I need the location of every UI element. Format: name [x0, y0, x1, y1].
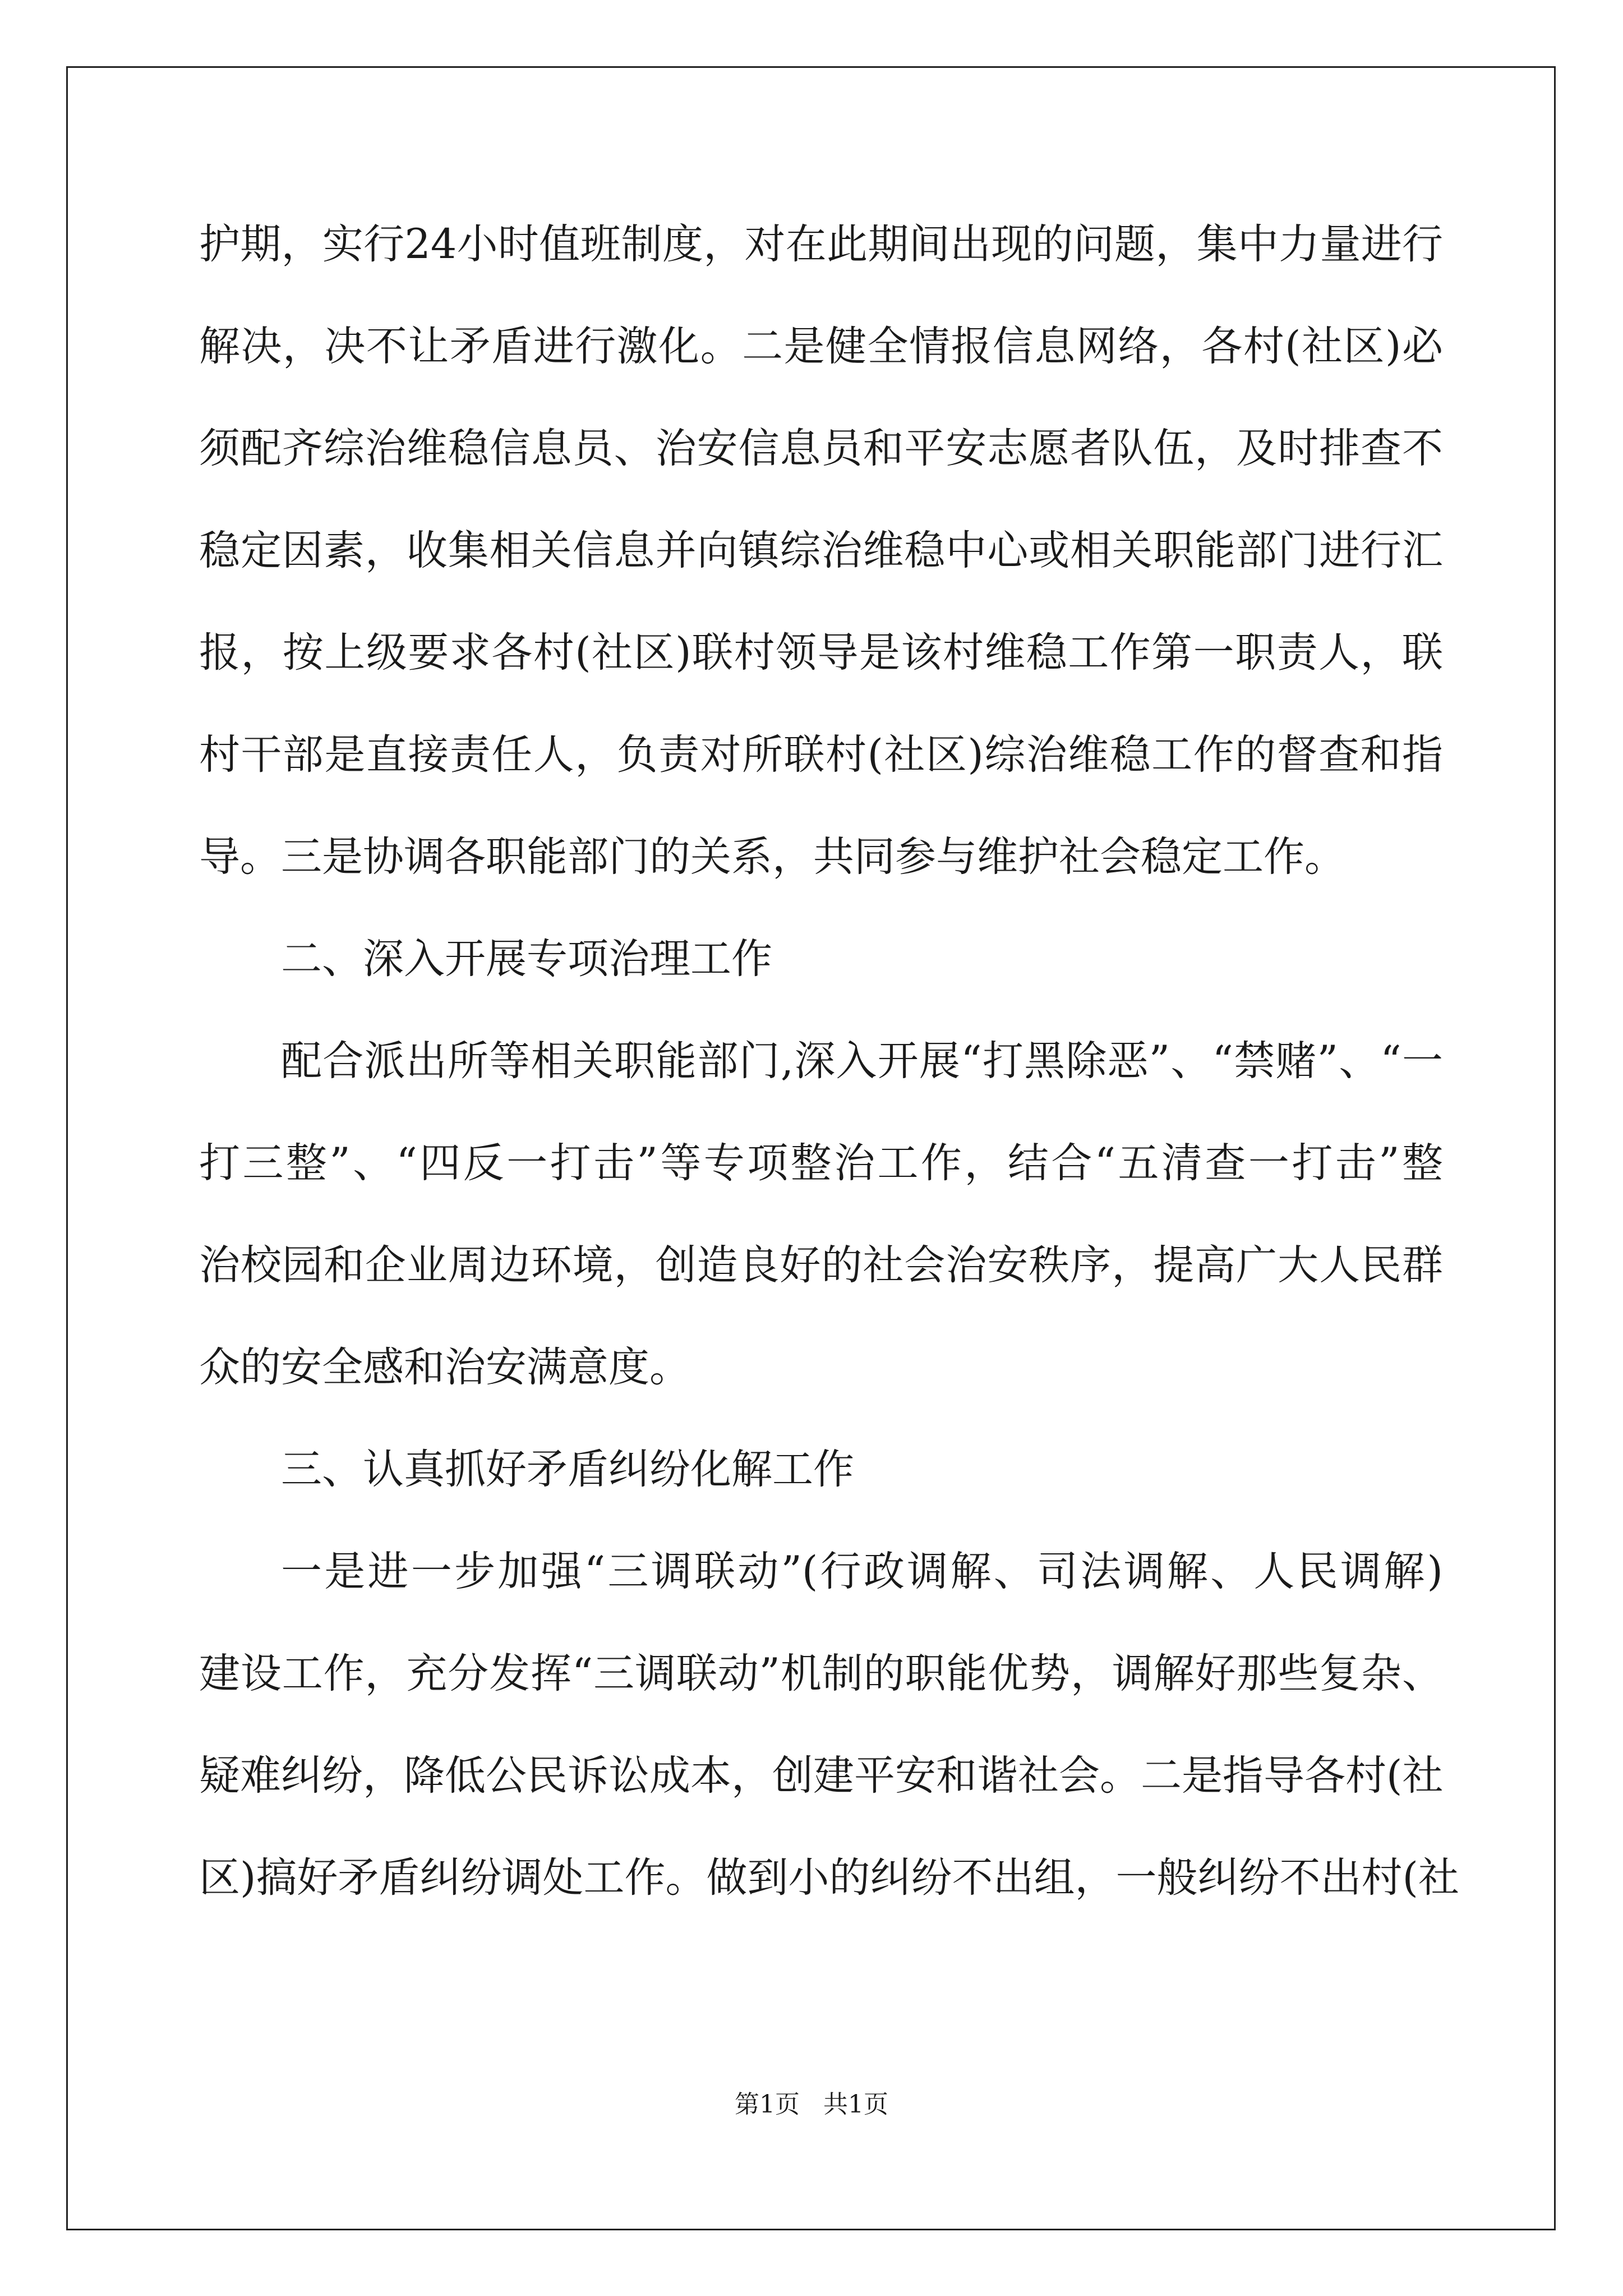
- text-line: 打三整”、“四反一打击”等专项整治工作，结合“五清查一打击”整: [199, 1139, 1443, 1187]
- page-footer: [0, 2088, 1623, 2122]
- text-line: 村干部是直接责任人，负责对所联村(社区)综治维稳工作的督查和指: [199, 731, 1443, 779]
- text-line: 稳定因素，收集相关信息并向镇综治维稳中心或相关职能部门进行汇: [199, 527, 1443, 574]
- text-line: 导。三是协调各职能部门的关系，共同参与维护社会稳定工作。: [199, 833, 1345, 881]
- text-line: 一是进一步加强“三调联动”(行政调解、司法调解、人民调解): [281, 1548, 1443, 1595]
- text-line: 配合派出所等相关职能部门,深入开展“打黑除恶”、“禁赌”、“一: [281, 1037, 1443, 1085]
- section-heading: 二、深入开展专项治理工作: [281, 935, 772, 983]
- text-line: 解决，决不让矛盾进行激化。二是健全情报信息网络，各村(社区)必: [199, 323, 1443, 370]
- text-line: 众的安全感和治安满意度。: [199, 1343, 690, 1391]
- text-line: 建设工作，充分发挥“三调联动”机制的职能优势，调解好那些复杂、: [199, 1650, 1443, 1697]
- section-heading: 三、认真抓好矛盾纠纷化解工作: [281, 1446, 854, 1493]
- text-line: 须配齐综治维稳信息员、治安信息员和平安志愿者队伍，及时排查不: [199, 425, 1443, 472]
- text-line: 区)搞好矛盾纠纷调处工作。做到小的纠纷不出组，一般纠纷不出村(社: [199, 1854, 1459, 1902]
- text-line: 疑难纠纷，降低公民诉讼成本，创建平安和谐社会。二是指导各村(社: [199, 1752, 1444, 1800]
- page-number: 第1页: [735, 2090, 800, 2119]
- text-line: 护期，实行24小时值班制度，对在此期间出现的问题，集中力量进行: [199, 220, 1443, 268]
- document-body: [199, 218, 1459, 1953]
- text-line: 治校园和企业周边环境，创造良好的社会治安秩序，提高广大人民群: [199, 1241, 1443, 1289]
- text-line: 报，按上级要求各村(社区)联村领导是该村维稳工作第一职责人，联: [199, 629, 1443, 677]
- page-total: 共1页: [823, 2090, 888, 2119]
